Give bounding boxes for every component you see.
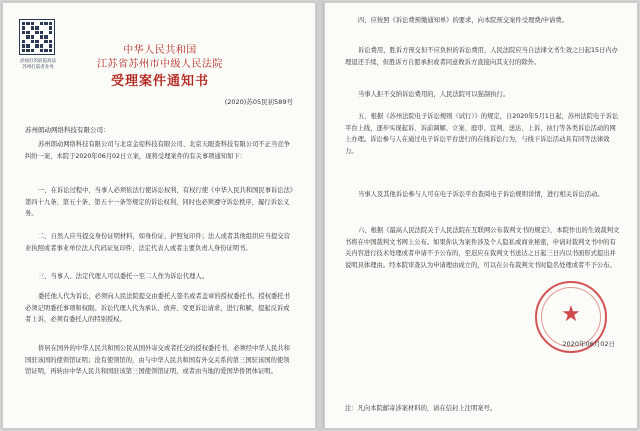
court-seal-icon: ★: [535, 281, 607, 353]
paragraph-agent: 三、当事人、法定代理人可以委托一至二人作为诉讼代理人。: [38, 273, 209, 280]
paragraph-overseas: 侨居在国外的中华人民共和国公民从国外寄交或者托交的授权委托书，必须经中华人民共和国驻该国的使领馆证明；没有使领馆的，由与中华人民共和国有外交关系的第三国驻该国的使领馆证明，再转由中华人民共和国驻该第三国使领馆证明，或者由当地的爱国华侨团体证明。: [25, 345, 290, 375]
paragraph-authorization: 委托他人代为诉讼，必须向人民法院提交由委托人签名或者盖章的授权委托书。授权委托书必须记明委托事项和权限。诉讼代理人代为承认、放弃、变更诉讼请求，进行和解，提起反诉或者上诉，必须有委托人的特别授权。: [25, 293, 290, 323]
page-gutter: [317, 0, 324, 431]
court-name: 江苏省苏州市中级人民法院: [97, 59, 223, 70]
notice-page-right: [324, 2, 638, 429]
paragraph-e-litigation-rules: 当事人及其他诉讼参与人可在电子诉讼平台查阅电子诉讼规则详情，进行相关诉讼活动。: [358, 191, 604, 198]
qr-caption-line1: 添加打的前提高法: [20, 59, 56, 64]
mailing-note: 注：凡向本院邮寄涉案材料的，请在信封上注明案号。: [345, 405, 497, 412]
paragraph-intro: 苏州朗动网络科技有限公司与北京金堤科技有限公司、北京天眼查科技有限公司不正当竞争纠纷一案，本院于2020年06月02日立案，现将受理案件的有关事项通知如下：: [25, 141, 290, 160]
notice-page-left: [2, 2, 316, 429]
addressee: 苏州朗动网络科技有限公司：: [25, 126, 110, 134]
case-number: (2020)苏05民初589号: [224, 98, 293, 106]
paragraph-e-litigation: 五、根据《苏州法院电子诉讼规则（试行）》的规定，自2020年5月1日起，苏州法院电子诉讼平台上线，逐步实现起诉、诉前调解、立案、庭审、宣判、送达、上诉、执行等各类诉讼活动的网上办理。诉讼参与人在通过电子诉讼平台进行的在线诉讼行为，与线下诉讼活动具有同等法律效力。: [345, 113, 619, 155]
page-title: 受理案件通知书: [110, 74, 209, 89]
paragraph-fee-notice: 四、应按照《诉讼费预缴通知单》的要求，向本院预交案件受理费/申请费。: [358, 17, 568, 24]
issue-date: 2020年06月02日: [562, 340, 615, 348]
paragraph-fee-enforcement: 当事人拒不交纳诉讼费用的，人民法院可以强制执行。: [358, 91, 510, 98]
paragraph-judgment-publication: 六、根据《最高人民法院关于人民法院在互联网公布裁判文书的规定》，本院作出的生效裁判文书将在中国裁判文书网上公布。如果你认为案件涉及个人隐私或商业秘密，申请对裁判文书中的有关内容进行技术处理或者申请不予公布的，至迟应在裁判文书送达之日起三日内以书面形式提出并说明具体理由。经本院审查认为申请理由成立的，可以在公布裁判文书时隐名处理或者不予公布。: [345, 227, 620, 269]
paragraph-rights: 一、在诉讼过程中，当事人必须依法行使诉讼权利，有权行使《中华人民共和国民事诉讼法》第四十九条、第五十条、第五十一条等规定的诉讼权利，同时也必须遵守诉讼秩序，履行诉讼义务。: [25, 187, 294, 217]
court-country: 中华人民共和国: [123, 45, 197, 56]
paragraph-fee-refund: 诉讼费用，胜诉方预交但不应负担的诉讼费用，人民法院应当自法律文书生效之日起15日内办理退还手续，但胜诉方自愿承担或者同意败诉方直接向其支付的除外。: [345, 47, 618, 66]
paragraph-identity: 二、自然人应当提交身份证明材料，如身份证、护照复印件；法人或者其他组织应当提交营业执照或者事业单位法人代码证复印件、法定代表人或者主要负责人身份证明书。: [25, 233, 290, 252]
qr-caption-line2: 苏州打前者业务: [22, 65, 54, 70]
